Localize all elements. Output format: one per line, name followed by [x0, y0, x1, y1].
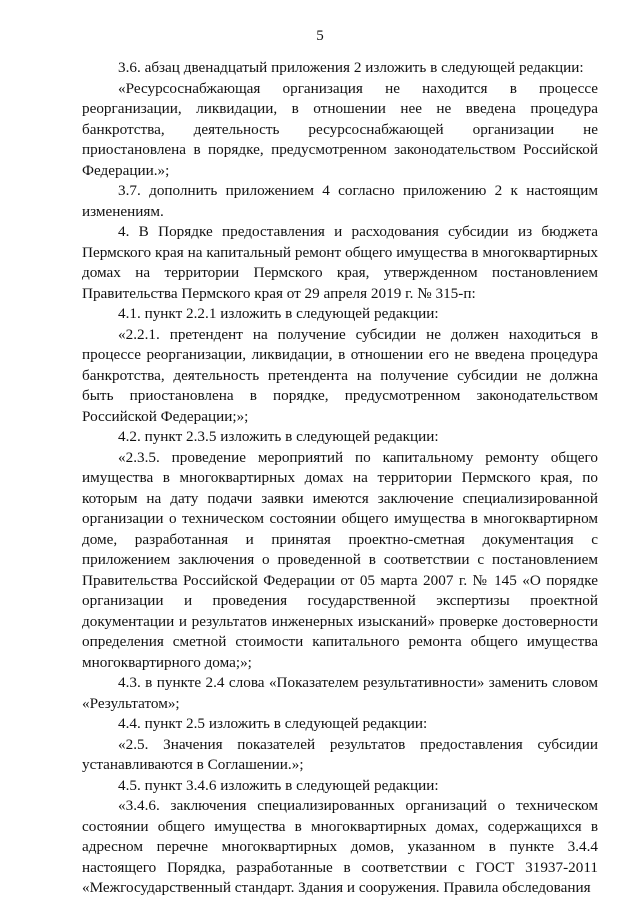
paragraph-4: 4. В Порядке предоставления и расходования субсидии из бюджета Пермского края на капитальный ремонт общего имущества в многоквартирных домах на территории Пермского края, утвержденном постановлением Правительства Пермского края от 29 апреля 2019 г. № 315-п: — [82, 223, 598, 302]
paragraph-4-3: 4.3. в пункте 2.4 слова «Показателем результативности» заменить словом «Результатом»; — [82, 674, 598, 712]
paragraph-4-2: 4.2. пункт 2.3.5 изложить в следующей редакции: — [118, 428, 439, 445]
paragraph-4-1: 4.1. пункт 2.2.1 изложить в следующей редакции: — [118, 305, 439, 322]
paragraph-4-2-quote: «2.3.5. проведение мероприятий по капитальному ремонту общего имущества в многоквартирных домах на территории Пермского края, по которым на дату подачи заявки имеются заключение специализированной организации о техническом состоянии общего имущества в многоквартирном доме, разработанная и принятая проектно-сметная документация с приложением заключения о проведенной в соответствии с постановлением Правительства Российской Федерации от 05 марта 2007 г. № 145 «О порядке организации и проведения государственной экспертизы проектной документации и результатов инженерных изысканий» проверке достоверности определения сметной стоимости капитального ремонта общего имущества многоквартирного дома;»; — [82, 448, 598, 671]
paragraph-3-7: 3.7. дополнить приложением 4 согласно приложению 2 к настоящим изменениям. — [82, 182, 598, 220]
paragraph-4-4-quote: «2.5. Значения показателей результатов предоставления субсидии устанавливаются в Соглашении.»; — [82, 735, 598, 773]
document-body — [82, 58, 598, 899]
paragraph-4-1-quote: «2.2.1. претендент на получение субсидии не должен находиться в процессе реорганизации, ликвидации, в отношении его не введена процедура банкротства, деятельность претендента на получение субсидии не должна быть приостановлена в порядке, предусмотренном законодательством Российской Федерации;»; — [82, 325, 598, 425]
paragraph-4-4: 4.4. пункт 2.5 изложить в следующей редакции: — [118, 715, 428, 732]
paragraph-4-5-quote: «3.4.6. заключения специализированных организаций о техническом состоянии общего имущества в многоквартирных домах, содержащихся в адресном перечне многоквартирных домов, указанном в пункте 3.4.4 настоящего Порядка, разработанные в соответствии с ГОСТ 31937-2011 «Межгосударственный стандарт. Здания и сооружения. Правила обследования — [82, 797, 598, 896]
paragraph-3-6-quote: «Ресурсоснабжающая организация не находится в процессе реорганизации, ликвидации, в отношении нее не введена процедура банкротства, деятельность ресурсоснабжающей организации не приостановлена в порядке, предусмотренном законодательством Российской Федерации.»; — [82, 79, 598, 179]
paragraph-4-5: 4.5. пункт 3.4.6 изложить в следующей редакции: — [118, 776, 439, 794]
paragraph-3-6: 3.6. абзац двенадцатый приложения 2 изложить в следующей редакции: — [118, 59, 584, 76]
page-number: 5 — [316, 28, 324, 44]
